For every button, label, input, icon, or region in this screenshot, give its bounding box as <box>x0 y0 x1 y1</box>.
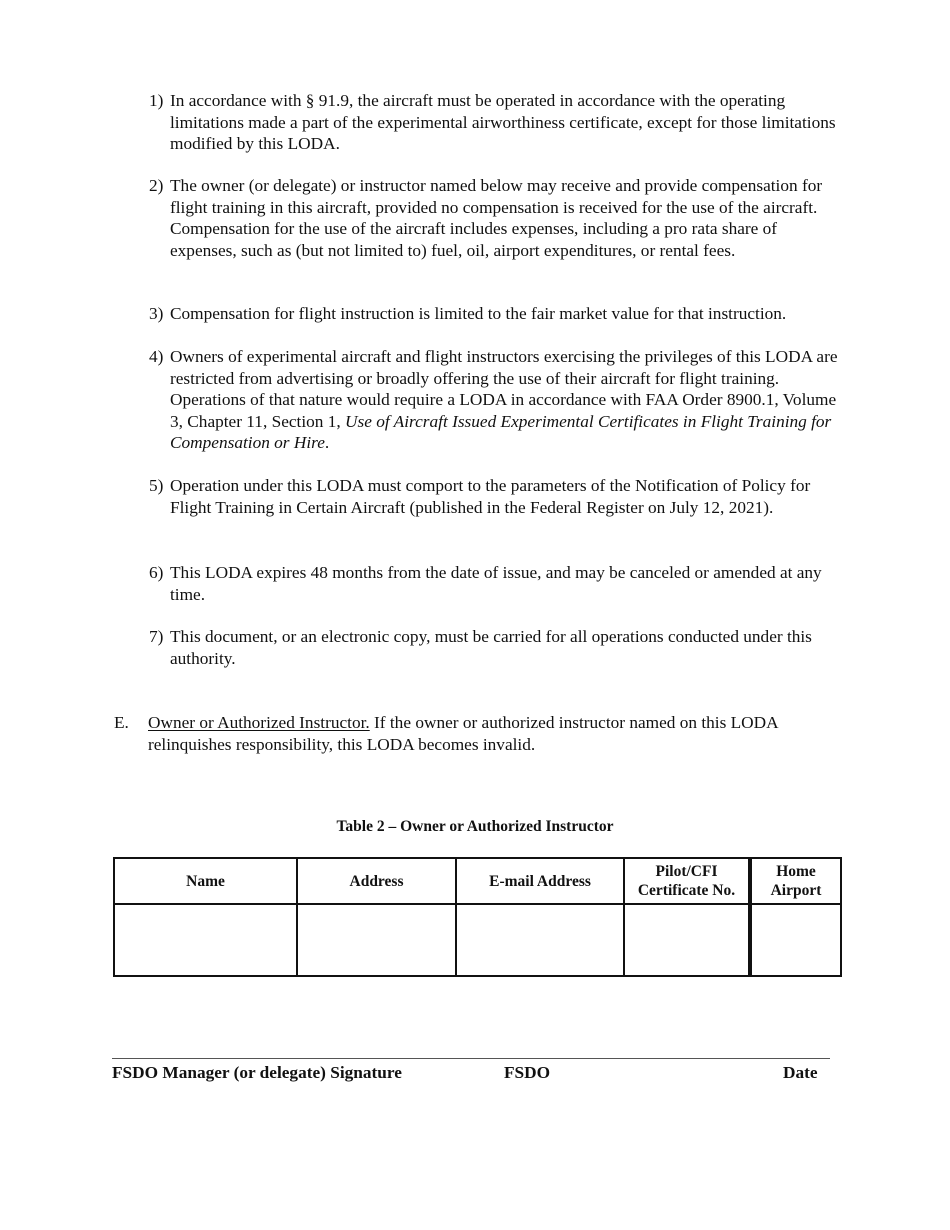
home-airport-cell[interactable] <box>750 904 841 976</box>
section-text: If the owner or authorized instructor named on this LODA relinquishes responsibility, this LODA becomes invalid. <box>148 713 778 754</box>
signature-label: FSDO Manager (or delegate) Signature <box>112 1063 402 1082</box>
condition-text-container <box>170 346 842 454</box>
condition-text: The owner (or delegate) or instructor named below may receive and provide compensation for flight training in this aircraft, provided no compensation is received for the use of the aircraft. Compensation for the use of the aircraft includes expenses, including a pro rata share of expenses, such as (but not limited to) fuel, oil, airport expenditures, or rental fees. <box>170 176 823 260</box>
condition-item <box>149 626 849 669</box>
address-cell[interactable] <box>297 904 456 976</box>
section-body <box>148 712 838 755</box>
condition-number: 1) <box>149 91 164 110</box>
header-address: Address <box>297 858 456 904</box>
header-home-line1: Home <box>776 863 816 880</box>
pilot-certificate-cell[interactable] <box>624 904 750 976</box>
condition-number: 4) <box>149 347 164 366</box>
table-caption: Table 2 – Owner or Authorized Instructor <box>336 818 614 835</box>
header-home-airport <box>750 858 841 904</box>
condition-number: 3) <box>149 304 164 323</box>
condition-number: 5) <box>149 476 164 495</box>
condition-item <box>149 475 849 518</box>
condition-item <box>149 303 849 325</box>
header-home-line2: Airport <box>770 882 822 899</box>
condition-text: This LODA expires 48 months from the date of issue, and may be canceled or amended at any time. <box>170 563 822 604</box>
fsdo-label: FSDO <box>504 1063 551 1082</box>
section-letter: E. <box>114 713 129 732</box>
condition-text: Compensation for flight instruction is limited to the fair market value for that instruction. <box>170 304 787 323</box>
condition-item <box>149 346 849 454</box>
email-cell[interactable] <box>456 904 624 976</box>
header-pilot-line2: Certificate No. <box>637 882 736 899</box>
owner-instructor-table <box>113 857 842 977</box>
table-row <box>114 904 841 976</box>
name-cell[interactable] <box>114 904 297 976</box>
condition-item <box>149 90 849 155</box>
condition-number: 2) <box>149 176 164 195</box>
header-pilot-certificate <box>624 858 750 904</box>
condition-text: Owners of experimental aircraft and flight instructors exercising the privileges of this LODA are restricted from advertising or broadly offering the use of their aircraft for flight training. Operations of that nature would require a LODA in accordance with FAA Order 8900.1, Volume 3, Chapter 11, Section 1, <box>170 347 838 431</box>
condition-item <box>149 175 849 261</box>
signature-line[interactable] <box>112 1058 830 1059</box>
header-name: Name <box>114 858 297 904</box>
date-label: Date <box>783 1063 818 1082</box>
condition-text: In accordance with § 91.9, the aircraft must be operated in accordance with the operating limitations made a part of the experimental airworthiness certificate, except for those limitations modified by this LODA. <box>170 91 836 154</box>
condition-number: 6) <box>149 563 164 582</box>
section-heading: Owner or Authorized Instructor. <box>148 713 370 732</box>
condition-text: Operation under this LODA must comport to the parameters of the Notification of Policy for Flight Training in Certain Aircraft (published in the Federal Register on July 12, 2021). <box>170 476 811 517</box>
section-e <box>114 712 844 755</box>
condition-text-tail: . <box>324 433 330 453</box>
table-header-row <box>114 858 841 904</box>
condition-text: This document, or an electronic copy, must be carried for all operations conducted under this authority. <box>170 627 812 668</box>
condition-item <box>149 562 849 605</box>
header-pilot-line1: Pilot/CFI <box>655 863 718 880</box>
condition-number: 7) <box>149 627 164 646</box>
order-title: Use of Aircraft Issued Experimental Certificates in Flight Training for Compensation or Hire <box>170 411 832 453</box>
header-email: E-mail Address <box>456 858 624 904</box>
